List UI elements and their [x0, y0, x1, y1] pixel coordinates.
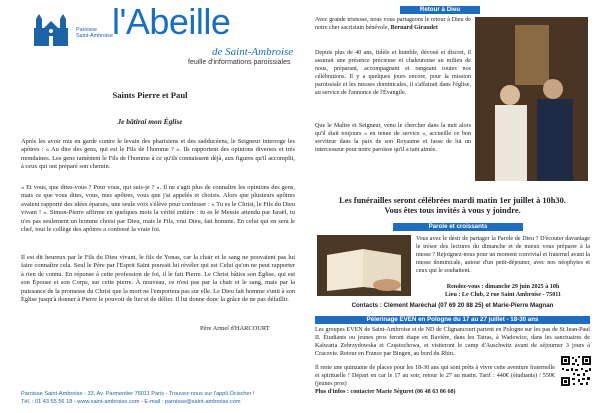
- footer-line2: Tél. : 01 43 55 56 18 - www.saint-ambroise.com - E-mail : paroisse@saint-ambroise.com: [21, 398, 241, 405]
- pelerinage-paragraph: Il reste une quinzaine de places pour les 18-30 ans qui sont prêts à vivre cette aventure fraternelle et spirituelle ! Départ en car le 17 au soir, retour le 27 au matin. Tarif : 440€ (étudiants) / 550€ (jeunes pros): [315, 365, 555, 387]
- article-paragraph: Il est dit heureux par le Fils du Dieu vivant, le fils de Yonas, car la chair et le sang ne pouvaient pas lui faire connaître cela. Seul le Père par l'Esprit Saint pouvait lui révéler qui est Celui qu'on ne peut rapporter à rien de connu. En réponse à cette profession de foi, il le fait Pierre. Le Christ bâtira son Église, qui est son Épouse et son Corps, sur cette pierre. À nouveau, ce n'est pas par la chair et le sang, mais par la puissance de la promesse du Christ que la mort ne l'emportera pas sur elle. Le Dieu fait homme s'unit à son Église jusqu'à donner à Pierre le pouvoir de lier et de délier. Il lui donne donc la grâce de ne pas défaillir.: [21, 254, 295, 304]
- retour-intro: Avec grande tristesse, nous vous partageons le retour à Dieu de notre cher sacristain bénévole,: [315, 17, 471, 31]
- newsletter-title: l'Abeille: [112, 1, 231, 42]
- funeral-notice: [315, 196, 590, 216]
- croissants-rdv: Rendez-vous : dimanche 29 juin 2025 à 10h: [446, 284, 560, 290]
- croissants-banner: [393, 223, 523, 231]
- croissants-text: Vous avez le désir de partager la Parole de Dieu ? D'écouter davantage le trésor des lectures du dimanche et de mieux vous préparer à la messe ? Rejoignez-nous pour un moment convivial et fraternel avant la messe dominicale, autour d'un petit-déjeuner, avec nos néophytes et ceux qui le souhaitent.: [416, 236, 590, 274]
- footer-address: [21, 391, 311, 406]
- church-logo-icon: [30, 14, 72, 48]
- croissants-banner-label: Parole et croissants: [428, 223, 488, 230]
- pelerinage-paragraph: Les groupes EVEN de Saint-Ambroise et de ND de Clignancourt partent en Pologne sur les pas de St Jean-Paul II. Étudiants ou jeunes pros feront étape en Bavière, dans les Tatras, à Wadowice, dans les sanctuaires de Kalwaria Zebrzydowska et Częstochowa, et visiteront le camp d'Auschwitz avant de séjourner 3 jours à Cracovie. Retour en France par Bingen, au bord du Rhin.: [315, 327, 590, 357]
- retour-banner: [400, 6, 480, 14]
- newsletter-tagline: feuille d'informations paroissiales: [188, 59, 291, 66]
- article-signature: Père Armel d'HARCOURT: [200, 325, 270, 332]
- sacristan-photo: [475, 17, 588, 181]
- article-subtitle: Je bâtirai mon Église: [117, 117, 183, 126]
- pelerinage-contact: Plus d'infos : contacter Marie Séguret (06 48 63 06 68): [315, 389, 456, 395]
- qr-code-icon[interactable]: [560, 349, 592, 394]
- croissants-contacts: Contacts : Clément Maréchal (07 69 20 88 25) et Marie-Pierre Magnan: [351, 302, 554, 309]
- retour-name: Bernard Giraudet: [390, 24, 438, 31]
- retour-text: [315, 17, 471, 33]
- newsletter-subtitle: de Saint-Ambroise: [212, 46, 294, 58]
- retour-banner-label: Retour à Dieu: [419, 6, 461, 13]
- article-title: Saints Pierre et Paul: [112, 90, 188, 100]
- article-paragraph: Après les avoir mis en garde contre le levain des pharisiens et des sadducéens, le Seigneur interroge les apôtres : « Au dire des gens, qui est le Fils de l'homme ? ». Ils rapportent des opinions diverses et très mondaines. Les gens ramènent le Fils de l'homme à ce qu'ils connaissent déjà, aux figures qu'il accomplit, à ceux qui ont préparé son chemin.: [21, 138, 295, 171]
- bible-photo: [317, 235, 411, 296]
- funeral-line1: Les funérailles seront célébrées mardi matin 1er juillet à 10h30.: [339, 196, 566, 205]
- footer-line1: Paroisse Saint-Ambroise - 33, Av. Parmentier 75011 Paris - Trouvez-nous sur l'appli Ocischer !: [21, 391, 255, 397]
- funeral-line2: Vous êtes tous invités à vous y joindre.: [384, 206, 521, 215]
- parish-line1: Paroisse: [76, 27, 97, 33]
- parish-label: [76, 27, 113, 39]
- croissants-lieu: Lieu : Le Club, 2 rue Saint Ambroise - 75011: [444, 292, 561, 298]
- pelerinage-banner: [315, 316, 590, 324]
- retour-paragraph: Que le Maître et Seigneur, venu le chercher dans la nuit alors qu'il était toujours « en tenue de service », accueille ce bon serviteur dans la paix de son Royaume et fasse de lui un intercesseur pour notre paroisse qu'il a tant aimée.: [315, 123, 471, 153]
- bible-icon: [317, 235, 411, 296]
- photo-figures-icon: [475, 17, 588, 181]
- article-paragraph: « Et vous, que dites-vous ? Pour vous, qui suis-je ? ». Il ne s'agit plus de connaître les opinions des gens, mais ce que vous dites, vous, mes apôtres, vous que j'ai appelés et choisis. Alors que plusieurs apôtres avaient rapporté des idées éparses, une seule voix s'élève pour confesser : « Tu es le Christ, le Fils du Dieu vivant ! ». Simon-Pierre affirme en quelques mots la vérité entière : tu es le Messie attendu par Israël, tu n'es pas seulement un homme choisi par Dieu, mais le Fils, vrai Dieu, fait homme. En celui qui en sera le chef, tout le collège des apôtres a confessé la vraie foi.: [21, 184, 295, 234]
- retour-paragraph: Depuis plus de 40 ans, fidèle et humble, dévoué et discret, il assurait une présence précieuse et chaleureuse au milieu de nous, préparant, accompagnant et rangeant toutes nos célébrations. Il y a quelques jours encore, pour la mission paroissiale et les messes dominicales, il s'affairait dans l'église, au service de l'annonce de l'Évangile.: [315, 50, 471, 96]
- parish-line2: Saint-Ambroise: [76, 33, 113, 40]
- pelerinage-banner-label: Pèlerinage EVEN en Pologne du 17 au 27 juillet - 18-30 ans: [366, 316, 539, 323]
